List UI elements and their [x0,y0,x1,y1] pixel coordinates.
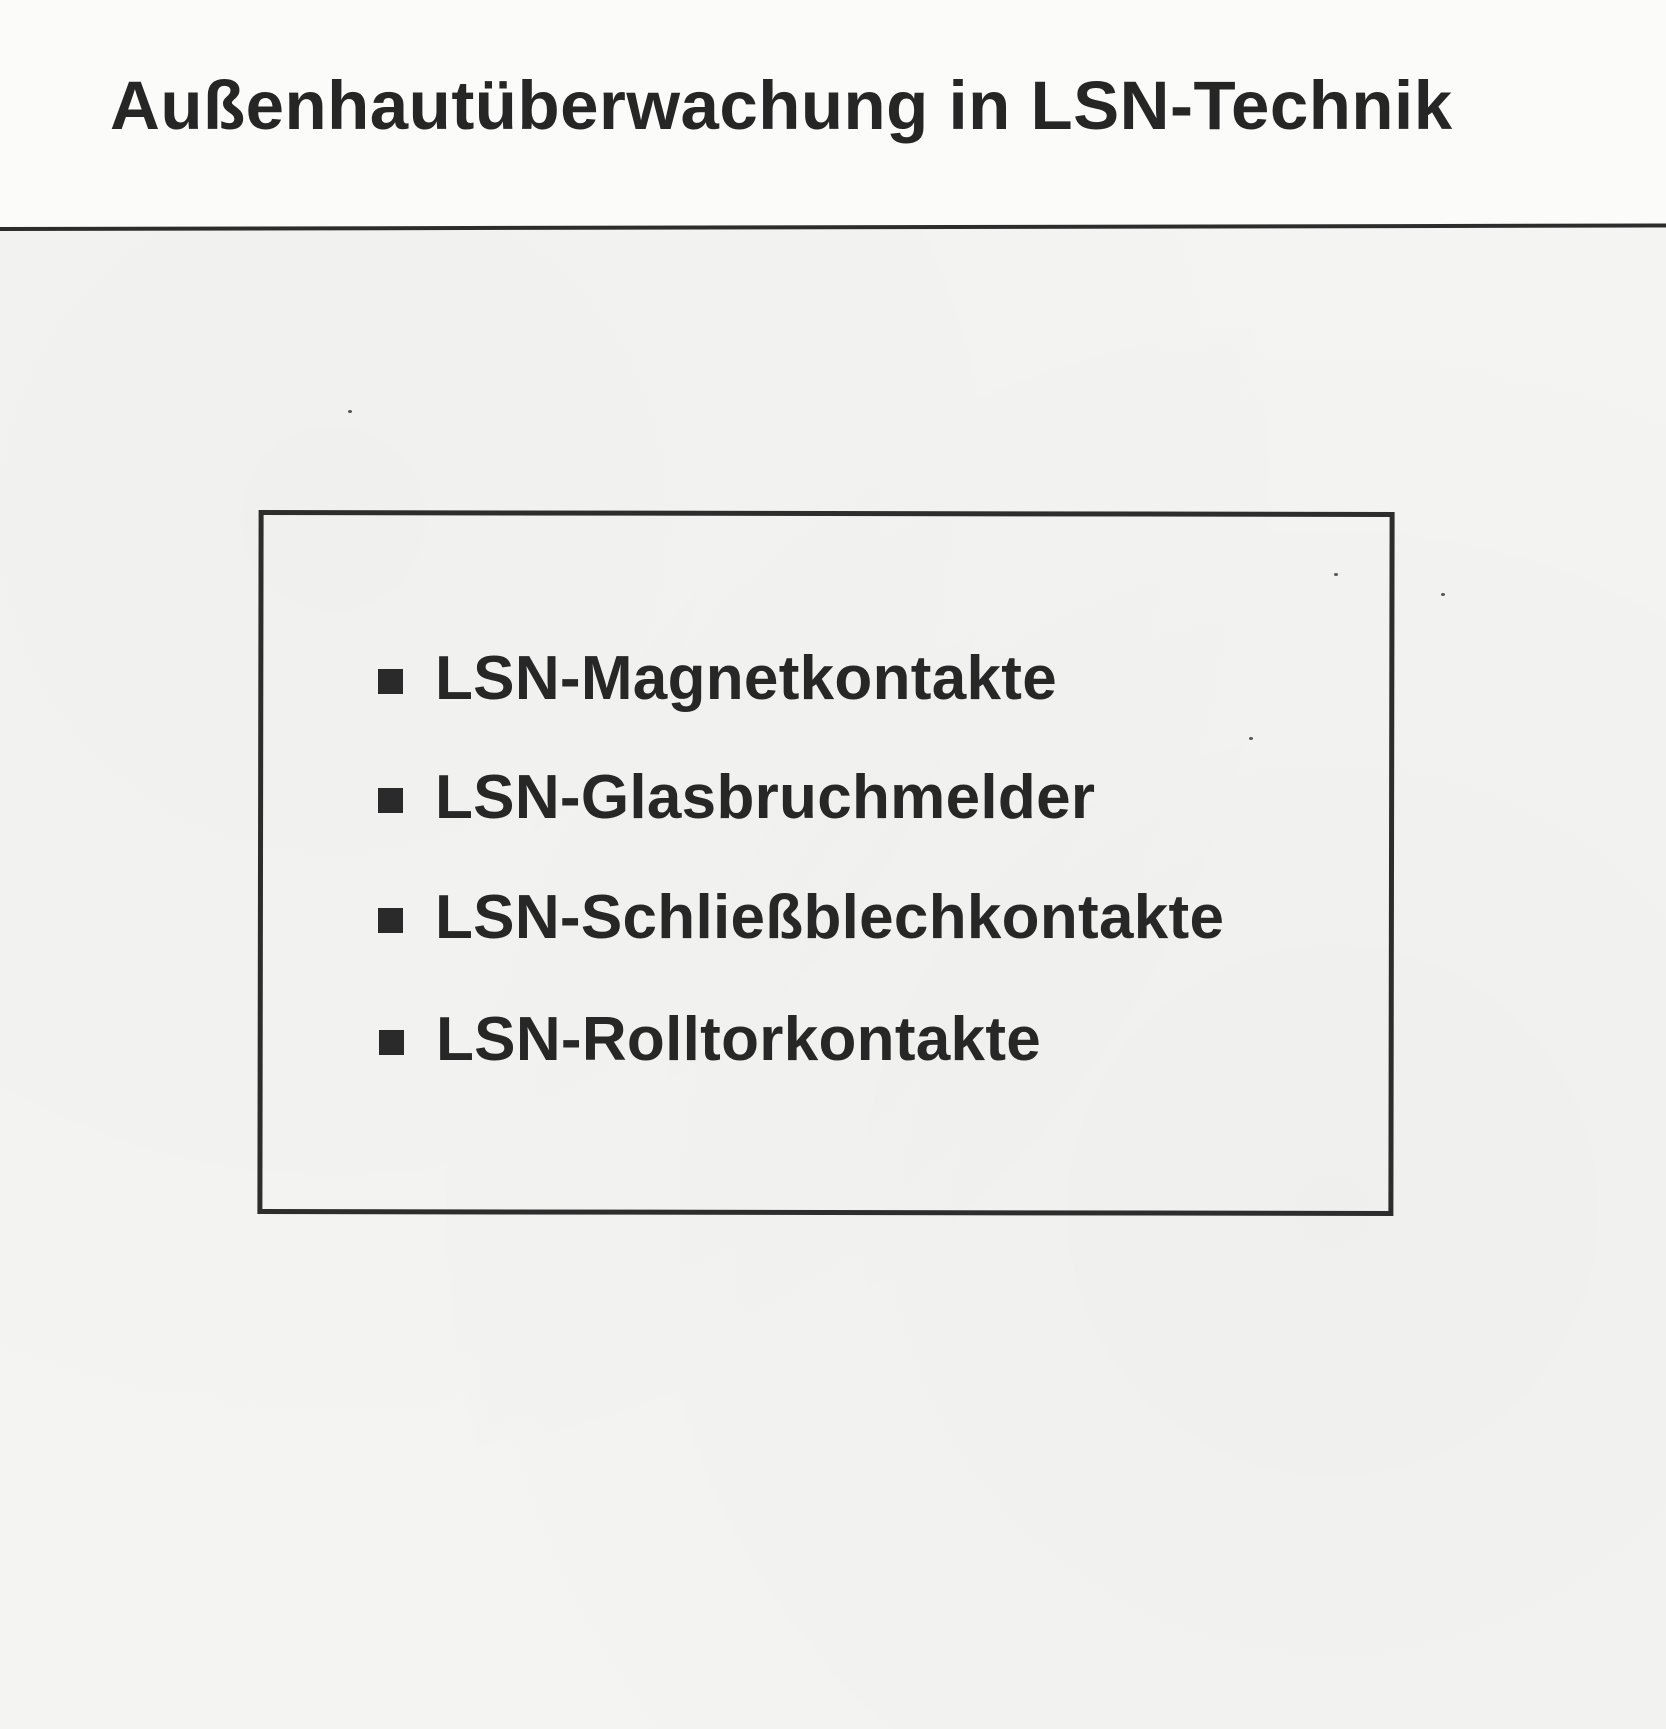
list-item-label: LSN-Schließblechkontakte [435,883,1225,952]
content-frame [257,510,1394,1216]
scan-speck [348,410,352,413]
square-bullet-icon [378,669,403,694]
list-item-label: LSN-Magnetkontakte [435,644,1058,713]
scan-speck [1441,593,1445,596]
square-bullet-icon [378,788,403,813]
header-area [0,0,1666,228]
scan-speck [1249,737,1253,740]
square-bullet-icon [379,1030,404,1055]
square-bullet-icon [378,908,403,933]
scan-speck [1334,573,1338,576]
list-item-label: LSN-Glasbruchmelder [435,763,1096,832]
page-title: Außenhautüberwachung in LSN-Technik [110,67,1453,144]
list-item-label: LSN-Rolltorkontakte [436,1005,1042,1074]
